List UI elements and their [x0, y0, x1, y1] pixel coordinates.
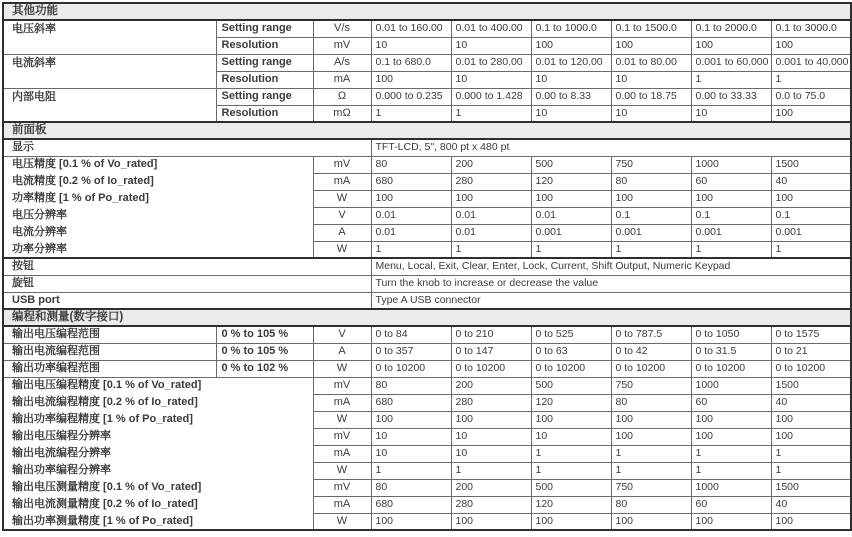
value-cell: 0 to 357 — [371, 343, 451, 360]
value-cell: 200 — [451, 156, 531, 173]
value-cell: 0.1 to 1500.0 — [611, 20, 691, 37]
row-unit: mV — [313, 377, 371, 394]
value-cell: 1 — [771, 445, 851, 462]
value-cell: 0.01 to 120.00 — [531, 54, 611, 71]
value-cell: 100 — [531, 513, 611, 530]
value-cell: 80 — [611, 173, 691, 190]
value-cell: 0 to 10200 — [691, 360, 771, 377]
value-cell: 0.01 to 280.00 — [451, 54, 531, 71]
value-cell: 0 to 525 — [531, 326, 611, 343]
row-label: 内部电阻 — [3, 88, 216, 122]
value-cell: 1 — [371, 105, 451, 122]
row-unit: W — [313, 190, 371, 207]
value-cell: 100 — [771, 428, 851, 445]
wide-value-cell: TFT-LCD, 5", 800 pt x 480 pt — [371, 139, 851, 156]
row-label: 电压精度 [0.1 % of Vo_rated] — [3, 156, 313, 173]
value-cell: 10 — [611, 105, 691, 122]
spec-row — [3, 513, 851, 530]
value-cell: 750 — [611, 479, 691, 496]
value-cell: 200 — [451, 377, 531, 394]
value-cell: 1 — [531, 462, 611, 479]
value-cell: 100 — [771, 190, 851, 207]
value-cell: 1 — [611, 445, 691, 462]
value-cell: 0.000 to 1.428 — [451, 88, 531, 105]
value-cell: 1 — [771, 462, 851, 479]
row-unit: V — [313, 326, 371, 343]
value-cell: 0 to 10200 — [451, 360, 531, 377]
spec-row — [3, 462, 851, 479]
value-cell: 0 to 210 — [451, 326, 531, 343]
section-header-row — [3, 122, 851, 139]
value-cell: 0.01 to 400.00 — [451, 20, 531, 37]
value-cell: 100 — [371, 71, 451, 88]
row-unit: mV — [313, 156, 371, 173]
value-cell: 10 — [451, 445, 531, 462]
value-cell: 0.1 to 2000.0 — [691, 20, 771, 37]
row-unit: W — [313, 411, 371, 428]
spec-row — [3, 190, 851, 207]
value-cell: 60 — [691, 496, 771, 513]
value-cell: 10 — [691, 105, 771, 122]
value-cell: 1 — [531, 241, 611, 258]
row-label: 电流斜率 — [3, 54, 216, 88]
value-cell: 100 — [531, 411, 611, 428]
value-cell: 10 — [531, 428, 611, 445]
value-cell: 0 to 84 — [371, 326, 451, 343]
value-cell: 1500 — [771, 156, 851, 173]
value-cell: 0 to 1575 — [771, 326, 851, 343]
spec-row — [3, 445, 851, 462]
row-unit: mA — [313, 394, 371, 411]
value-cell: 750 — [611, 156, 691, 173]
value-cell: 10 — [531, 105, 611, 122]
value-cell: 100 — [691, 190, 771, 207]
value-cell: 0 to 42 — [611, 343, 691, 360]
value-cell: 1000 — [691, 156, 771, 173]
value-cell: 60 — [691, 173, 771, 190]
value-cell: 0 to 10200 — [611, 360, 691, 377]
spec-row — [3, 343, 851, 360]
spec-row — [3, 292, 851, 309]
value-cell: 1 — [691, 241, 771, 258]
value-cell: 80 — [371, 377, 451, 394]
value-cell: 0.00 to 33.33 — [691, 88, 771, 105]
spec-row — [3, 20, 851, 37]
row-unit: W — [313, 462, 371, 479]
spec-row — [3, 411, 851, 428]
row-label: 功率分辨率 — [3, 241, 313, 258]
value-cell: 1 — [771, 71, 851, 88]
spec-row — [3, 258, 851, 275]
value-cell: 80 — [371, 479, 451, 496]
value-cell: 0.001 — [771, 224, 851, 241]
spec-row — [3, 428, 851, 445]
row-label: 输出电压测量精度 [0.1 % of Vo_rated] — [3, 479, 313, 496]
value-cell: 0 to 147 — [451, 343, 531, 360]
spec-row — [3, 88, 851, 105]
row-label: 输出功率编程精度 [1 % of Po_rated] — [3, 411, 313, 428]
row-label: 输出电流测量精度 [0.2 % of Io_rated] — [3, 496, 313, 513]
value-cell: 280 — [451, 394, 531, 411]
value-cell: 10 — [371, 445, 451, 462]
value-cell: 0.001 — [531, 224, 611, 241]
value-cell: 0.000 to 0.235 — [371, 88, 451, 105]
row-unit: mA — [313, 71, 371, 88]
wide-value-cell: Type A USB connector — [371, 292, 851, 309]
value-cell: 120 — [531, 496, 611, 513]
row-unit: mA — [313, 173, 371, 190]
value-cell: 0 to 787.5 — [611, 326, 691, 343]
row-label: 电流分辨率 — [3, 224, 313, 241]
row-unit: mV — [313, 479, 371, 496]
value-cell: 1500 — [771, 377, 851, 394]
row-sublabel: Resolution — [216, 105, 313, 122]
value-cell: 100 — [691, 513, 771, 530]
value-cell: 10 — [451, 37, 531, 54]
value-cell: 0.001 — [691, 224, 771, 241]
spec-row — [3, 360, 851, 377]
spec-table-body — [3, 3, 851, 530]
value-cell: 750 — [611, 377, 691, 394]
row-label: 输出电压编程精度 [0.1 % of Vo_rated] — [3, 377, 313, 394]
value-cell: 0.1 to 680.0 — [371, 54, 451, 71]
value-cell: 100 — [531, 190, 611, 207]
value-cell: 0.1 — [771, 207, 851, 224]
value-cell: 0.01 — [451, 224, 531, 241]
row-unit: A — [313, 224, 371, 241]
row-label: 电压分辨率 — [3, 207, 313, 224]
value-cell: 0.01 to 160.00 — [371, 20, 451, 37]
value-cell: 1 — [691, 71, 771, 88]
value-cell: 1 — [531, 445, 611, 462]
row-unit: A/s — [313, 54, 371, 71]
value-cell: 80 — [611, 394, 691, 411]
row-sublabel: 0 % to 102 % — [216, 360, 313, 377]
row-unit: mV — [313, 37, 371, 54]
row-unit: mA — [313, 445, 371, 462]
value-cell: 680 — [371, 173, 451, 190]
value-cell: 10 — [611, 71, 691, 88]
value-cell: 100 — [691, 428, 771, 445]
spec-row — [3, 241, 851, 258]
spec-row — [3, 173, 851, 190]
value-cell: 200 — [451, 479, 531, 496]
value-cell: 1000 — [691, 479, 771, 496]
value-cell: 1 — [611, 462, 691, 479]
value-cell: 80 — [611, 496, 691, 513]
row-sublabel: Setting range — [216, 20, 313, 37]
row-sublabel: Resolution — [216, 71, 313, 88]
value-cell: 60 — [691, 394, 771, 411]
value-cell: 280 — [451, 173, 531, 190]
wide-value-cell: Turn the knob to increase or decrease the value — [371, 275, 851, 292]
spec-row — [3, 156, 851, 173]
row-label: 输出电压编程范围 — [3, 326, 216, 343]
row-label: USB port — [3, 292, 371, 309]
value-cell: 0.01 to 80.00 — [611, 54, 691, 71]
row-unit: W — [313, 241, 371, 258]
row-unit: mA — [313, 496, 371, 513]
row-label: 输出功率测量精度 [1 % of Po_rated] — [3, 513, 313, 530]
value-cell: 0.001 to 40.000 — [771, 54, 851, 71]
value-cell: 100 — [691, 37, 771, 54]
spec-row — [3, 207, 851, 224]
value-cell: 100 — [611, 190, 691, 207]
row-sublabel: Setting range — [216, 88, 313, 105]
row-unit: mΩ — [313, 105, 371, 122]
value-cell: 0.001 to 60.000 — [691, 54, 771, 71]
value-cell: 0 to 21 — [771, 343, 851, 360]
row-unit: Ω — [313, 88, 371, 105]
spec-row — [3, 224, 851, 241]
value-cell: 0.01 — [451, 207, 531, 224]
value-cell: 0 to 31.5 — [691, 343, 771, 360]
row-sublabel: 0 % to 105 % — [216, 326, 313, 343]
row-unit: V — [313, 207, 371, 224]
value-cell: 500 — [531, 479, 611, 496]
row-unit: A — [313, 343, 371, 360]
wide-value-cell: Menu, Local, Exit, Clear, Enter, Lock, Current, Shift Output, Numeric Keypad — [371, 258, 851, 275]
value-cell: 100 — [771, 105, 851, 122]
spec-row — [3, 377, 851, 394]
value-cell: 1 — [691, 462, 771, 479]
row-unit: mV — [313, 428, 371, 445]
row-label: 输出电流编程精度 [0.2 % of Io_rated] — [3, 394, 313, 411]
value-cell: 0.01 — [371, 207, 451, 224]
value-cell: 10 — [451, 428, 531, 445]
value-cell: 0.0 to 75.0 — [771, 88, 851, 105]
value-cell: 0.01 — [531, 207, 611, 224]
spec-row — [3, 496, 851, 513]
value-cell: 120 — [531, 173, 611, 190]
value-cell: 10 — [371, 37, 451, 54]
row-label: 显示 — [3, 139, 371, 156]
value-cell: 100 — [771, 37, 851, 54]
row-label: 输出电流编程范围 — [3, 343, 216, 360]
value-cell: 0 to 10200 — [371, 360, 451, 377]
value-cell: 100 — [771, 411, 851, 428]
value-cell: 0.1 to 3000.0 — [771, 20, 851, 37]
value-cell: 1 — [771, 241, 851, 258]
value-cell: 100 — [611, 411, 691, 428]
value-cell: 120 — [531, 394, 611, 411]
row-label: 输出功率编程分辨率 — [3, 462, 313, 479]
value-cell: 40 — [771, 496, 851, 513]
value-cell: 100 — [371, 513, 451, 530]
row-unit: W — [313, 513, 371, 530]
spec-row — [3, 139, 851, 156]
value-cell: 0.00 to 8.33 — [531, 88, 611, 105]
value-cell: 10 — [531, 71, 611, 88]
row-sublabel: Resolution — [216, 37, 313, 54]
spec-row — [3, 479, 851, 496]
value-cell: 10 — [451, 71, 531, 88]
value-cell: 0 to 10200 — [531, 360, 611, 377]
value-cell: 500 — [531, 377, 611, 394]
value-cell: 100 — [611, 37, 691, 54]
value-cell: 100 — [451, 190, 531, 207]
value-cell: 0.1 to 1000.0 — [531, 20, 611, 37]
row-label: 电压斜率 — [3, 20, 216, 54]
value-cell: 100 — [691, 411, 771, 428]
row-label: 输出电流编程分辨率 — [3, 445, 313, 462]
spec-table — [2, 2, 852, 531]
value-cell: 0.1 — [611, 207, 691, 224]
value-cell: 0 to 1050 — [691, 326, 771, 343]
spec-row — [3, 54, 851, 71]
value-cell: 1 — [371, 241, 451, 258]
value-cell: 1 — [451, 462, 531, 479]
value-cell: 100 — [611, 428, 691, 445]
value-cell: 1 — [371, 462, 451, 479]
section-header-row — [3, 3, 851, 20]
value-cell: 1500 — [771, 479, 851, 496]
row-label: 旋钮 — [3, 275, 371, 292]
value-cell: 1 — [691, 445, 771, 462]
row-label: 输出电压编程分辨率 — [3, 428, 313, 445]
section-title: 前面板 — [3, 122, 851, 139]
value-cell: 40 — [771, 394, 851, 411]
section-title: 编程和测量(数字接口) — [3, 309, 851, 326]
row-unit: V/s — [313, 20, 371, 37]
value-cell: 100 — [371, 190, 451, 207]
value-cell: 0.001 — [611, 224, 691, 241]
row-label: 按钮 — [3, 258, 371, 275]
value-cell: 1 — [451, 241, 531, 258]
value-cell: 500 — [531, 156, 611, 173]
value-cell: 100 — [771, 513, 851, 530]
section-title: 其他功能 — [3, 3, 851, 20]
value-cell: 680 — [371, 394, 451, 411]
spec-row — [3, 275, 851, 292]
spec-row — [3, 394, 851, 411]
value-cell: 100 — [451, 411, 531, 428]
value-cell: 280 — [451, 496, 531, 513]
spec-row — [3, 326, 851, 343]
value-cell: 0 to 63 — [531, 343, 611, 360]
value-cell: 1 — [611, 241, 691, 258]
value-cell: 1000 — [691, 377, 771, 394]
value-cell: 100 — [371, 411, 451, 428]
value-cell: 0 to 10200 — [771, 360, 851, 377]
value-cell: 100 — [531, 37, 611, 54]
value-cell: 0.1 — [691, 207, 771, 224]
value-cell: 0.00 to 18.75 — [611, 88, 691, 105]
value-cell: 680 — [371, 496, 451, 513]
value-cell: 80 — [371, 156, 451, 173]
value-cell: 100 — [451, 513, 531, 530]
value-cell: 40 — [771, 173, 851, 190]
section-header-row — [3, 309, 851, 326]
row-unit: W — [313, 360, 371, 377]
value-cell: 10 — [371, 428, 451, 445]
row-label: 电流精度 [0.2 % of Io_rated] — [3, 173, 313, 190]
value-cell: 0.01 — [371, 224, 451, 241]
row-label: 功率精度 [1 % of Po_rated] — [3, 190, 313, 207]
row-sublabel: Setting range — [216, 54, 313, 71]
row-sublabel: 0 % to 105 % — [216, 343, 313, 360]
value-cell: 1 — [451, 105, 531, 122]
row-label: 输出功率编程范围 — [3, 360, 216, 377]
value-cell: 100 — [611, 513, 691, 530]
